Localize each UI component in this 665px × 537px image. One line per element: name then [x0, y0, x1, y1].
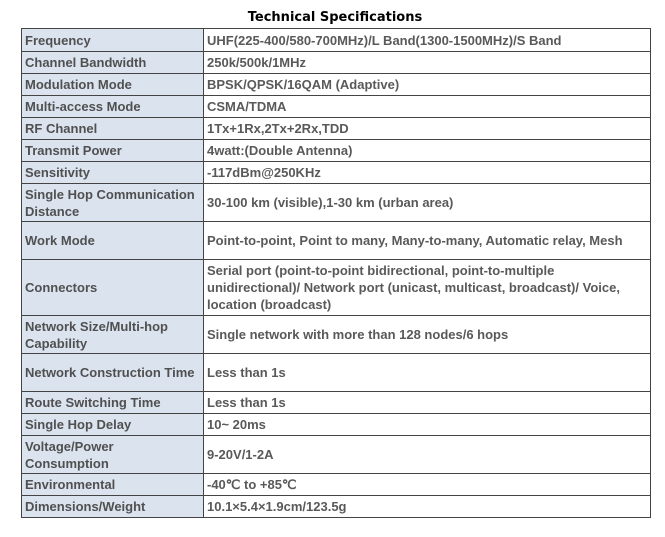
- spec-label: RF Channel: [22, 118, 204, 140]
- table-row: [22, 140, 651, 162]
- table-row: [22, 74, 651, 96]
- page-title: Technical Specifications: [247, 10, 423, 25]
- spec-value: Less than 1s: [204, 392, 651, 414]
- spec-label: Sensitivity: [22, 162, 204, 184]
- spec-label: Modulation Mode: [22, 74, 204, 96]
- spec-label: Frequency: [22, 29, 204, 52]
- spec-label: Route Switching Time: [22, 392, 204, 414]
- table-row: [22, 316, 651, 354]
- table-row: [22, 260, 651, 316]
- table-row: [22, 52, 651, 74]
- table-row: [22, 96, 651, 118]
- specifications-table: [21, 28, 651, 518]
- spec-value: Serial port (point-to-point bidirectional, point-to-multiple unidirectional)/ Network port (unicast, multicast, broadcast)/ Voice, location (broadcast): [204, 260, 651, 316]
- spec-value: Less than 1s: [204, 354, 651, 392]
- spec-label: Voltage/Power Consumption: [22, 436, 204, 474]
- spec-label: Transmit Power: [22, 140, 204, 162]
- spec-label: Network Construction Time: [22, 354, 204, 392]
- spec-label: Single Hop Communication Distance: [22, 184, 204, 222]
- spec-value: 30-100 km (visible),1-30 km (urban area): [204, 184, 651, 222]
- spec-label: Dimensions/Weight: [22, 496, 204, 518]
- spec-label: Network Size/Multi-hop Capability: [22, 316, 204, 354]
- table-row: [22, 184, 651, 222]
- table-row: [22, 474, 651, 496]
- table-row: [22, 354, 651, 392]
- spec-label: Single Hop Delay: [22, 414, 204, 436]
- table-row: [22, 162, 651, 184]
- spec-value: 250k/500k/1MHz: [204, 52, 651, 74]
- spec-value: CSMA/TDMA: [204, 96, 651, 118]
- spec-value: 10.1×5.4×1.9cm/123.5g: [204, 496, 651, 518]
- spec-label: Channel Bandwidth: [22, 52, 204, 74]
- spec-label: Work Mode: [22, 222, 204, 260]
- spec-value: -117dBm@250KHz: [204, 162, 651, 184]
- spec-value: UHF(225-400/580-700MHz)/L Band(1300-1500MHz)/S Band: [204, 29, 651, 52]
- spec-value: Single network with more than 128 nodes/6 hops: [204, 316, 651, 354]
- table-row: [22, 496, 651, 518]
- spec-value: -40℃ to +85℃: [204, 474, 651, 496]
- table-row: [22, 29, 651, 52]
- spec-value: 1Tx+1Rx,2Tx+2Rx,TDD: [204, 118, 651, 140]
- spec-value: Point-to-point, Point to many, Many-to-many, Automatic relay, Mesh: [204, 222, 651, 260]
- spec-value: 10~ 20ms: [204, 414, 651, 436]
- table-row: [22, 222, 651, 260]
- spec-value: 4watt:(Double Antenna): [204, 140, 651, 162]
- table-row: [22, 392, 651, 414]
- table-row: [22, 436, 651, 474]
- spec-value: 9-20V/1-2A: [204, 436, 651, 474]
- table-row: [22, 118, 651, 140]
- spec-label: Connectors: [22, 260, 204, 316]
- table-row: [22, 414, 651, 436]
- spec-label: Multi-access Mode: [22, 96, 204, 118]
- spec-value: BPSK/QPSK/16QAM (Adaptive): [204, 74, 651, 96]
- spec-label: Environmental: [22, 474, 204, 496]
